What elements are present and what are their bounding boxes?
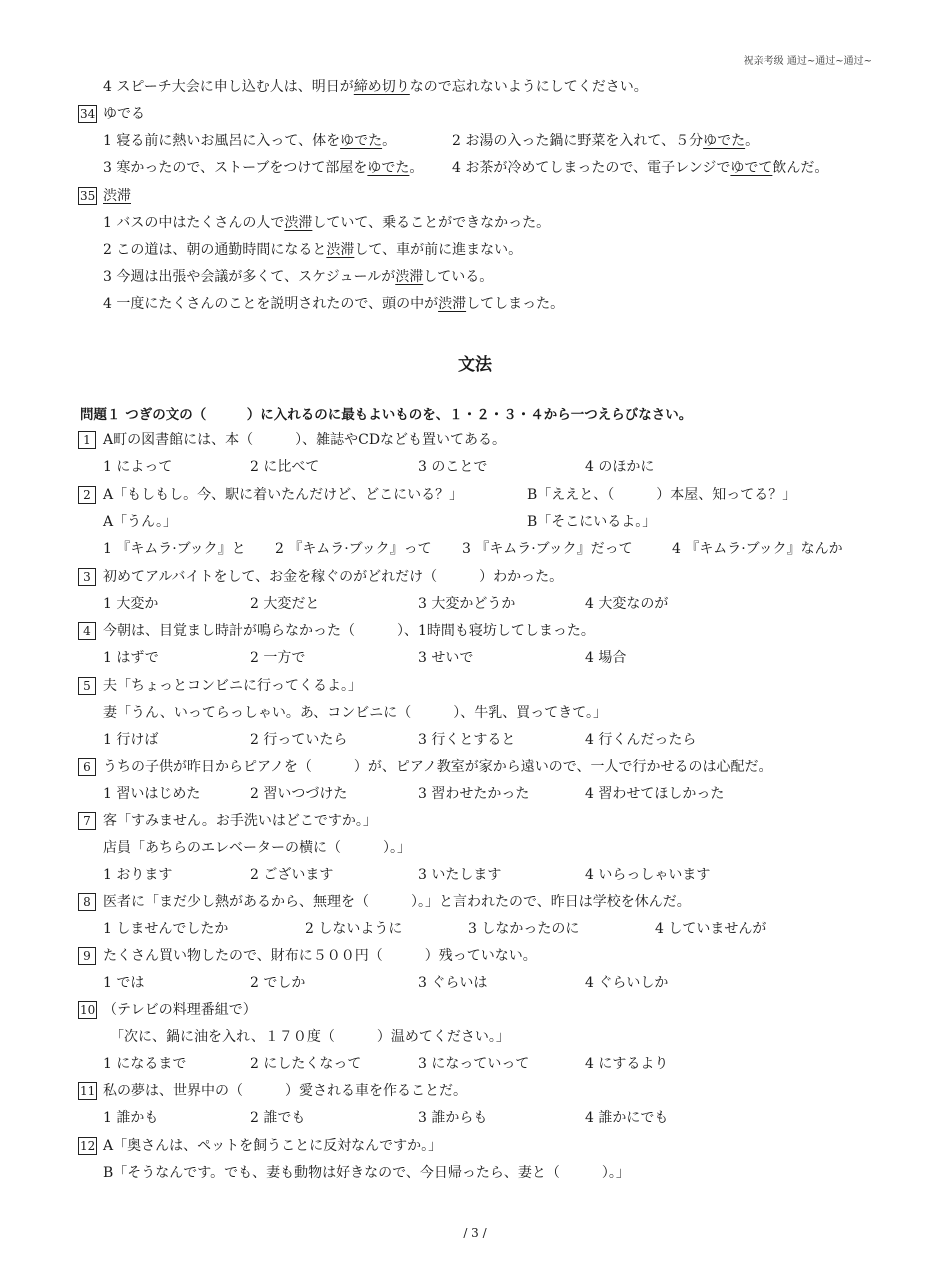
grammar-q9-options <box>0 973 950 993</box>
question-number: 6 <box>78 758 96 776</box>
option: 1 しませんでしたか <box>103 921 229 937</box>
option: 4 『キムラ·ブック』なんか <box>672 541 843 557</box>
question-number: 5 <box>78 677 96 695</box>
option: 1 寝る前に熱いお風呂に入って、体をゆでた。 <box>103 133 397 149</box>
option: 4 大変なのが <box>585 596 669 612</box>
option: 4 場合 <box>585 650 627 666</box>
question-number: 1 <box>78 431 96 449</box>
option: 1 行けば <box>103 732 159 748</box>
grammar-q4-options <box>0 648 950 668</box>
vocab-top-line: 4 スピーチ大会に申し込む人は、明日が締め切りなので忘れないようにしてください。 <box>103 79 648 95</box>
question-number: 4 <box>78 622 96 640</box>
option: 4 ぐらいしか <box>585 975 669 991</box>
vocab-q35-option-3: 3 今週は出張や会議が多くて、スケジュールが渋滞している。 <box>103 269 494 285</box>
option: 3 習わせたかった <box>418 786 530 802</box>
grammar-q5-line2: 妻「うん、いってらっしゃい。あ、コンビニに（ ）、牛乳、買ってきて。」 <box>103 705 607 721</box>
question-number: 34 <box>80 107 96 121</box>
grammar-q6-options <box>0 784 950 804</box>
grammar-q4: 4 今朝は、目覚まし時計が鳴らなかった（ ）、1時間も寝坊してしまった。 <box>0 621 950 641</box>
option: 1 では <box>103 975 145 991</box>
grammar-q11-options <box>0 1108 950 1128</box>
option: 4 誰かにでも <box>585 1110 669 1126</box>
question-number: 8 <box>78 893 96 911</box>
option: 4 お茶が冷めてしまったので、電子レンジでゆでて飲んだ。 <box>452 160 829 176</box>
option: 4 習わせてほしかった <box>585 786 725 802</box>
option: 3 せいで <box>418 650 474 666</box>
grammar-q1: 1 A町の図書館には、本（ ）、雑誌やCDなども置いてある。 <box>0 430 950 450</box>
grammar-q8-options <box>0 919 950 939</box>
grammar-q5: 5 夫「ちょっとコンビニに行ってくるよ。」 <box>0 676 950 696</box>
question-number: 7 <box>78 812 96 830</box>
vocab-q34: 34 ゆでる <box>80 106 145 122</box>
grammar-q2-options <box>0 539 950 559</box>
option: 4 にするより <box>585 1056 669 1072</box>
option: 3 ぐらいは <box>418 975 488 991</box>
option: 3 のことで <box>418 459 488 475</box>
option: 2 行っていたら <box>250 732 348 748</box>
page-header: 祝亲考级 通过~通过~通过~ <box>743 56 872 67</box>
grammar-q7-line2: 店員「あちらのエレベーターの横に（ ）。」 <box>103 840 411 856</box>
grammar-q10-options <box>0 1054 950 1074</box>
grammar-q3-options <box>0 594 950 614</box>
page-number: / 3 / <box>463 1226 487 1240</box>
grammar-q2-line2: A「うん。」 B「そこにいるよ。」 <box>103 514 657 530</box>
grammar-q12: 12 A「奥さんは、ペットを飼うことに反対なんですか。」 <box>80 1138 443 1154</box>
instruction: 問題１ つぎの文の（ ）に入れるのに最もよいものを、１・２・３・４から一つえらびなさい。 <box>80 407 693 423</box>
option: 4 行くんだったら <box>585 732 697 748</box>
question-number: 2 <box>78 486 96 504</box>
grammar-q10-line2: 「次に、鍋に油を入れ、１７０度（ ）温めてください。」 <box>110 1029 510 1045</box>
grammar-q7-options <box>0 865 950 885</box>
option: 1 『キムラ·ブック』と <box>103 541 246 557</box>
option: 2 お湯の入った鍋に野菜を入れて、５分ゆでた。 <box>452 133 760 149</box>
option: 2 『キムラ·ブック』って <box>275 541 432 557</box>
option: 2 しないように <box>305 921 403 937</box>
option: 3 誰からも <box>418 1110 488 1126</box>
question-number: 35 <box>80 189 96 203</box>
vocab-q35-option-4: 4 一度にたくさんのことを説明されたので、頭の中が渋滞してしまった。 <box>103 296 565 312</box>
option: 1 によって <box>103 459 173 475</box>
vocab-q34-options-row1 <box>0 131 950 151</box>
option: 4 いらっしゃいます <box>585 867 711 883</box>
option: 1 おります <box>103 867 173 883</box>
grammar-q9: 9 たくさん買い物したので、財布に５００円（ ）残っていない。 <box>0 946 950 966</box>
section-title: 文法 <box>458 355 492 375</box>
option: 2 誰でも <box>250 1110 306 1126</box>
grammar-q11: 11 私の夢は、世界中の（ ）愛される車を作ることだ。 <box>80 1083 467 1099</box>
vocab-q35-option-2: 2 この道は、朝の通勤時間になると渋滞して、車が前に進まない。 <box>103 242 523 258</box>
option: 1 習いはじめた <box>103 786 201 802</box>
option: 3 大変かどうか <box>418 596 516 612</box>
question-number: 11 <box>80 1084 96 1098</box>
option: 2 大変だと <box>250 596 320 612</box>
option: 4 していませんが <box>655 921 767 937</box>
grammar-q8: 8 医者に「まだ少し熱があるから、無理を（ ）。」と言われたので、昨日は学校を休んだ。 <box>0 892 950 912</box>
option: 3 いたします <box>418 867 502 883</box>
option: 4 のほかに <box>585 459 655 475</box>
option: 2 でしか <box>250 975 306 991</box>
grammar-q1-options <box>0 457 950 477</box>
option: 2 に比べて <box>250 459 320 475</box>
grammar-q3: 3 初めてアルバイトをして、お金を稼ぐのがどれだけ（ ）わかった。 <box>0 567 950 587</box>
option: 1 大変か <box>103 596 159 612</box>
grammar-q10: 10 （テレビの料理番組で） <box>80 1002 257 1018</box>
grammar-q7: 7 客「すみません。お手洗いはどこですか。」 <box>0 811 950 831</box>
grammar-q12-line2: B「そうなんです。でも、妻も動物は好きなので、今日帰ったら、妻と（ ）。」 <box>103 1165 630 1181</box>
option: 3 行くとすると <box>418 732 516 748</box>
option: 2 ございます <box>250 867 334 883</box>
question-number: 3 <box>78 568 96 586</box>
option: 1 誰かも <box>103 1110 159 1126</box>
option: 2 一方で <box>250 650 306 666</box>
option: 2 習いつづけた <box>250 786 348 802</box>
question-number: 12 <box>80 1139 96 1153</box>
option: 3 『キムラ·ブック』だって <box>462 541 633 557</box>
vocab-q34-options-row2 <box>0 158 950 178</box>
grammar-q6: 6 うちの子供が昨日からピアノを（ ）が、ピアノ教室が家から遠いので、一人で行かせるのは心配だ。 <box>0 757 950 777</box>
question-number: 9 <box>78 947 96 965</box>
option: 2 にしたくなって <box>250 1056 362 1072</box>
vocab-q35-option-1: 1 バスの中はたくさんの人で渋滞していて、乗ることができなかった。 <box>103 215 551 231</box>
option: 3 寒かったので、ストーブをつけて部屋をゆでた。 <box>103 160 424 176</box>
vocab-q35: 35 渋滞 <box>80 188 131 204</box>
grammar-q2: 2 A「もしもし。今、駅に着いたんだけど、どこにいる？」 B「ええと、（ ）本屋、知ってる？」 <box>0 485 950 505</box>
option: 1 になるまで <box>103 1056 187 1072</box>
option: 3 しなかったのに <box>468 921 580 937</box>
grammar-q5-options <box>0 730 950 750</box>
option: 1 はずで <box>103 650 159 666</box>
question-number: 10 <box>80 1003 96 1017</box>
option: 3 になっていって <box>418 1056 530 1072</box>
